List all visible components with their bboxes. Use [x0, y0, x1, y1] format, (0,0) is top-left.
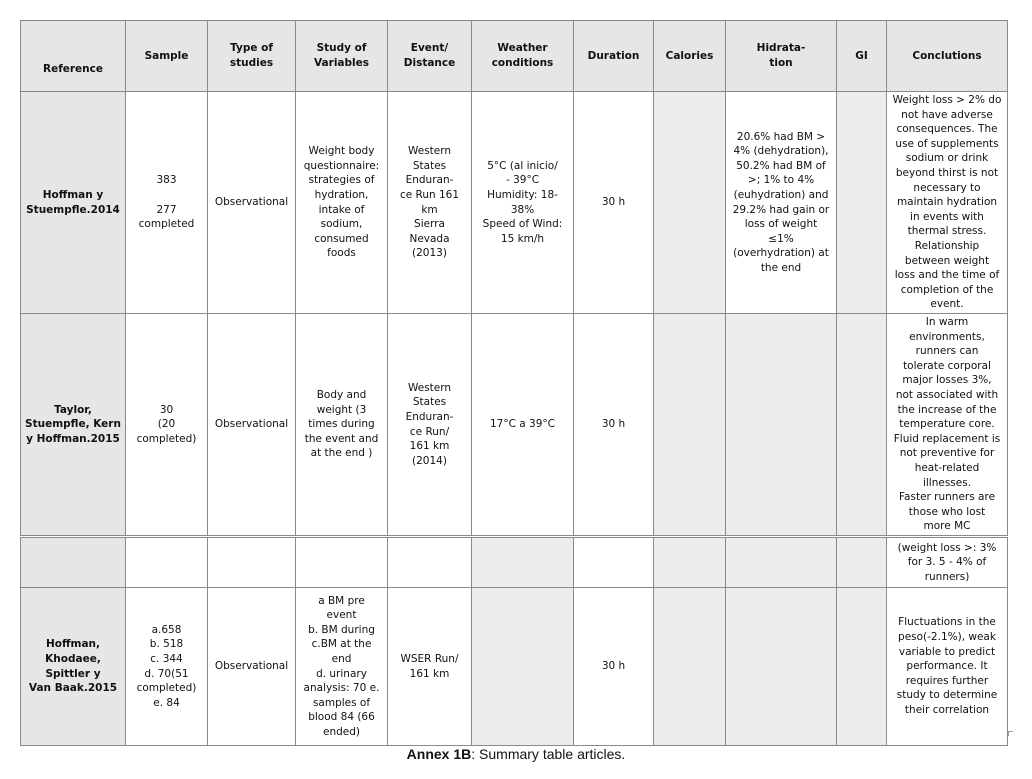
cell-weather: 17°C a 39°C: [472, 314, 574, 536]
cell-sample: a.658 b. 518 c. 344 d. 70(51 completed) e. 84: [126, 588, 208, 746]
cell-weather: [472, 588, 574, 746]
cell-gi: [837, 588, 887, 746]
table-caption: [0, 746, 1032, 762]
header-duration: Duration: [574, 21, 654, 92]
cell-weather: 5°C (al inicio/ - 39°C Humidity: 18- 38% Speed of Wind: 15 km/h: [472, 92, 574, 314]
cell-calories: [654, 92, 726, 314]
cell-variables: a BM pre event b. BM during c.BM at the end d. urinary analysis: 70 e. samples of blood 84 (66 ended): [296, 588, 388, 746]
header-sample: Sample: [126, 21, 208, 92]
cell-variables: Weight body questionnaire: strategies of hydration, intake of sodium, consumed foods: [296, 92, 388, 314]
cell-hydration: 20.6% had BM > 4% (dehydration), 50.2% had BM of >; 1% to 4% (euhydration) and 29.2% had gain or loss of weight ≤1% (overhydration) at the end: [726, 92, 837, 314]
cell-duration: 30 h: [574, 588, 654, 746]
header-type: Type of studies: [208, 21, 296, 92]
header-gi: GI: [837, 21, 887, 92]
header-reference: Reference: [21, 21, 126, 92]
cell-reference: [21, 538, 126, 588]
cell-weather: [472, 538, 574, 588]
table-row: [21, 588, 1008, 746]
cell-reference: Taylor, Stuempfle, Kern y Hoffman.2015: [21, 314, 126, 536]
cell-calories: [654, 538, 726, 588]
cell-type: Observational: [208, 92, 296, 314]
caption-text: : Summary table articles.: [471, 746, 626, 762]
cell-variables: Body and weight (3 times during the event and at the end ): [296, 314, 388, 536]
cell-sample: 30 (20 completed): [126, 314, 208, 536]
caption-label: Annex 1B: [406, 746, 472, 762]
header-hydration: Hidrata- tion: [726, 21, 837, 92]
cell-variables: [296, 538, 388, 588]
cell-gi: [837, 314, 887, 536]
header-weather: Weather conditions: [472, 21, 574, 92]
cell-calories: [654, 588, 726, 746]
cell-type: [208, 538, 296, 588]
cell-conclusions: Fluctuations in the peso(-2.1%), weak variable to predict performance. It requires further study to determine their correlation: [887, 588, 1008, 746]
cell-hydration: [726, 588, 837, 746]
table-row: [21, 538, 1008, 588]
cell-calories: [654, 314, 726, 536]
cell-conclusions: (weight loss >: 3% for 3. 5 - 4% of runners): [887, 538, 1008, 588]
header-event: Event/ Distance: [388, 21, 472, 92]
cell-duration: 30 h: [574, 314, 654, 536]
cell-duration: 30 h: [574, 92, 654, 314]
cell-hydration: [726, 314, 837, 536]
header-row: [21, 21, 1008, 92]
cell-type: Observational: [208, 314, 296, 536]
cell-reference: Hoffman y Stuempfle.2014: [21, 92, 126, 314]
cell-duration: [574, 538, 654, 588]
cell-gi: [837, 92, 887, 314]
cell-event: WSER Run/ 161 km: [388, 588, 472, 746]
cell-sample: [126, 538, 208, 588]
cell-hydration: [726, 538, 837, 588]
cell-reference: Hoffman, Khodaee, Spittler y Van Baak.2015: [21, 588, 126, 746]
cell-type: Observational: [208, 588, 296, 746]
table-row: [21, 314, 1008, 536]
corner-mark: [1008, 731, 1013, 736]
summary-table: [20, 20, 1008, 746]
cell-sample: 383 277 completed: [126, 92, 208, 314]
cell-event: [388, 538, 472, 588]
header-calories: Calories: [654, 21, 726, 92]
header-variables: Study of Variables: [296, 21, 388, 92]
cell-event: Western States Enduran- ce Run 161 km Sierra Nevada (2013): [388, 92, 472, 314]
cell-event: Western States Enduran- ce Run/ 161 km (2014): [388, 314, 472, 536]
header-conclusions: Conclutions: [887, 21, 1008, 92]
cell-gi: [837, 538, 887, 588]
table-row: [21, 92, 1008, 314]
cell-conclusions: Weight loss > 2% do not have adverse consequences. The use of supplements sodium or drink beyond thirst is not necessary to maintain hydration in events with thermal stress. Relationship between weight loss and the time of completion of the event.: [887, 92, 1008, 314]
cell-conclusions: In warm environments, runners can tolerate corporal major losses 3%, not associated with the increase of the temperature core. Fluid replacement is not preventive for heat-related illnesses. Faster runners are those who lost more MC: [887, 314, 1008, 536]
